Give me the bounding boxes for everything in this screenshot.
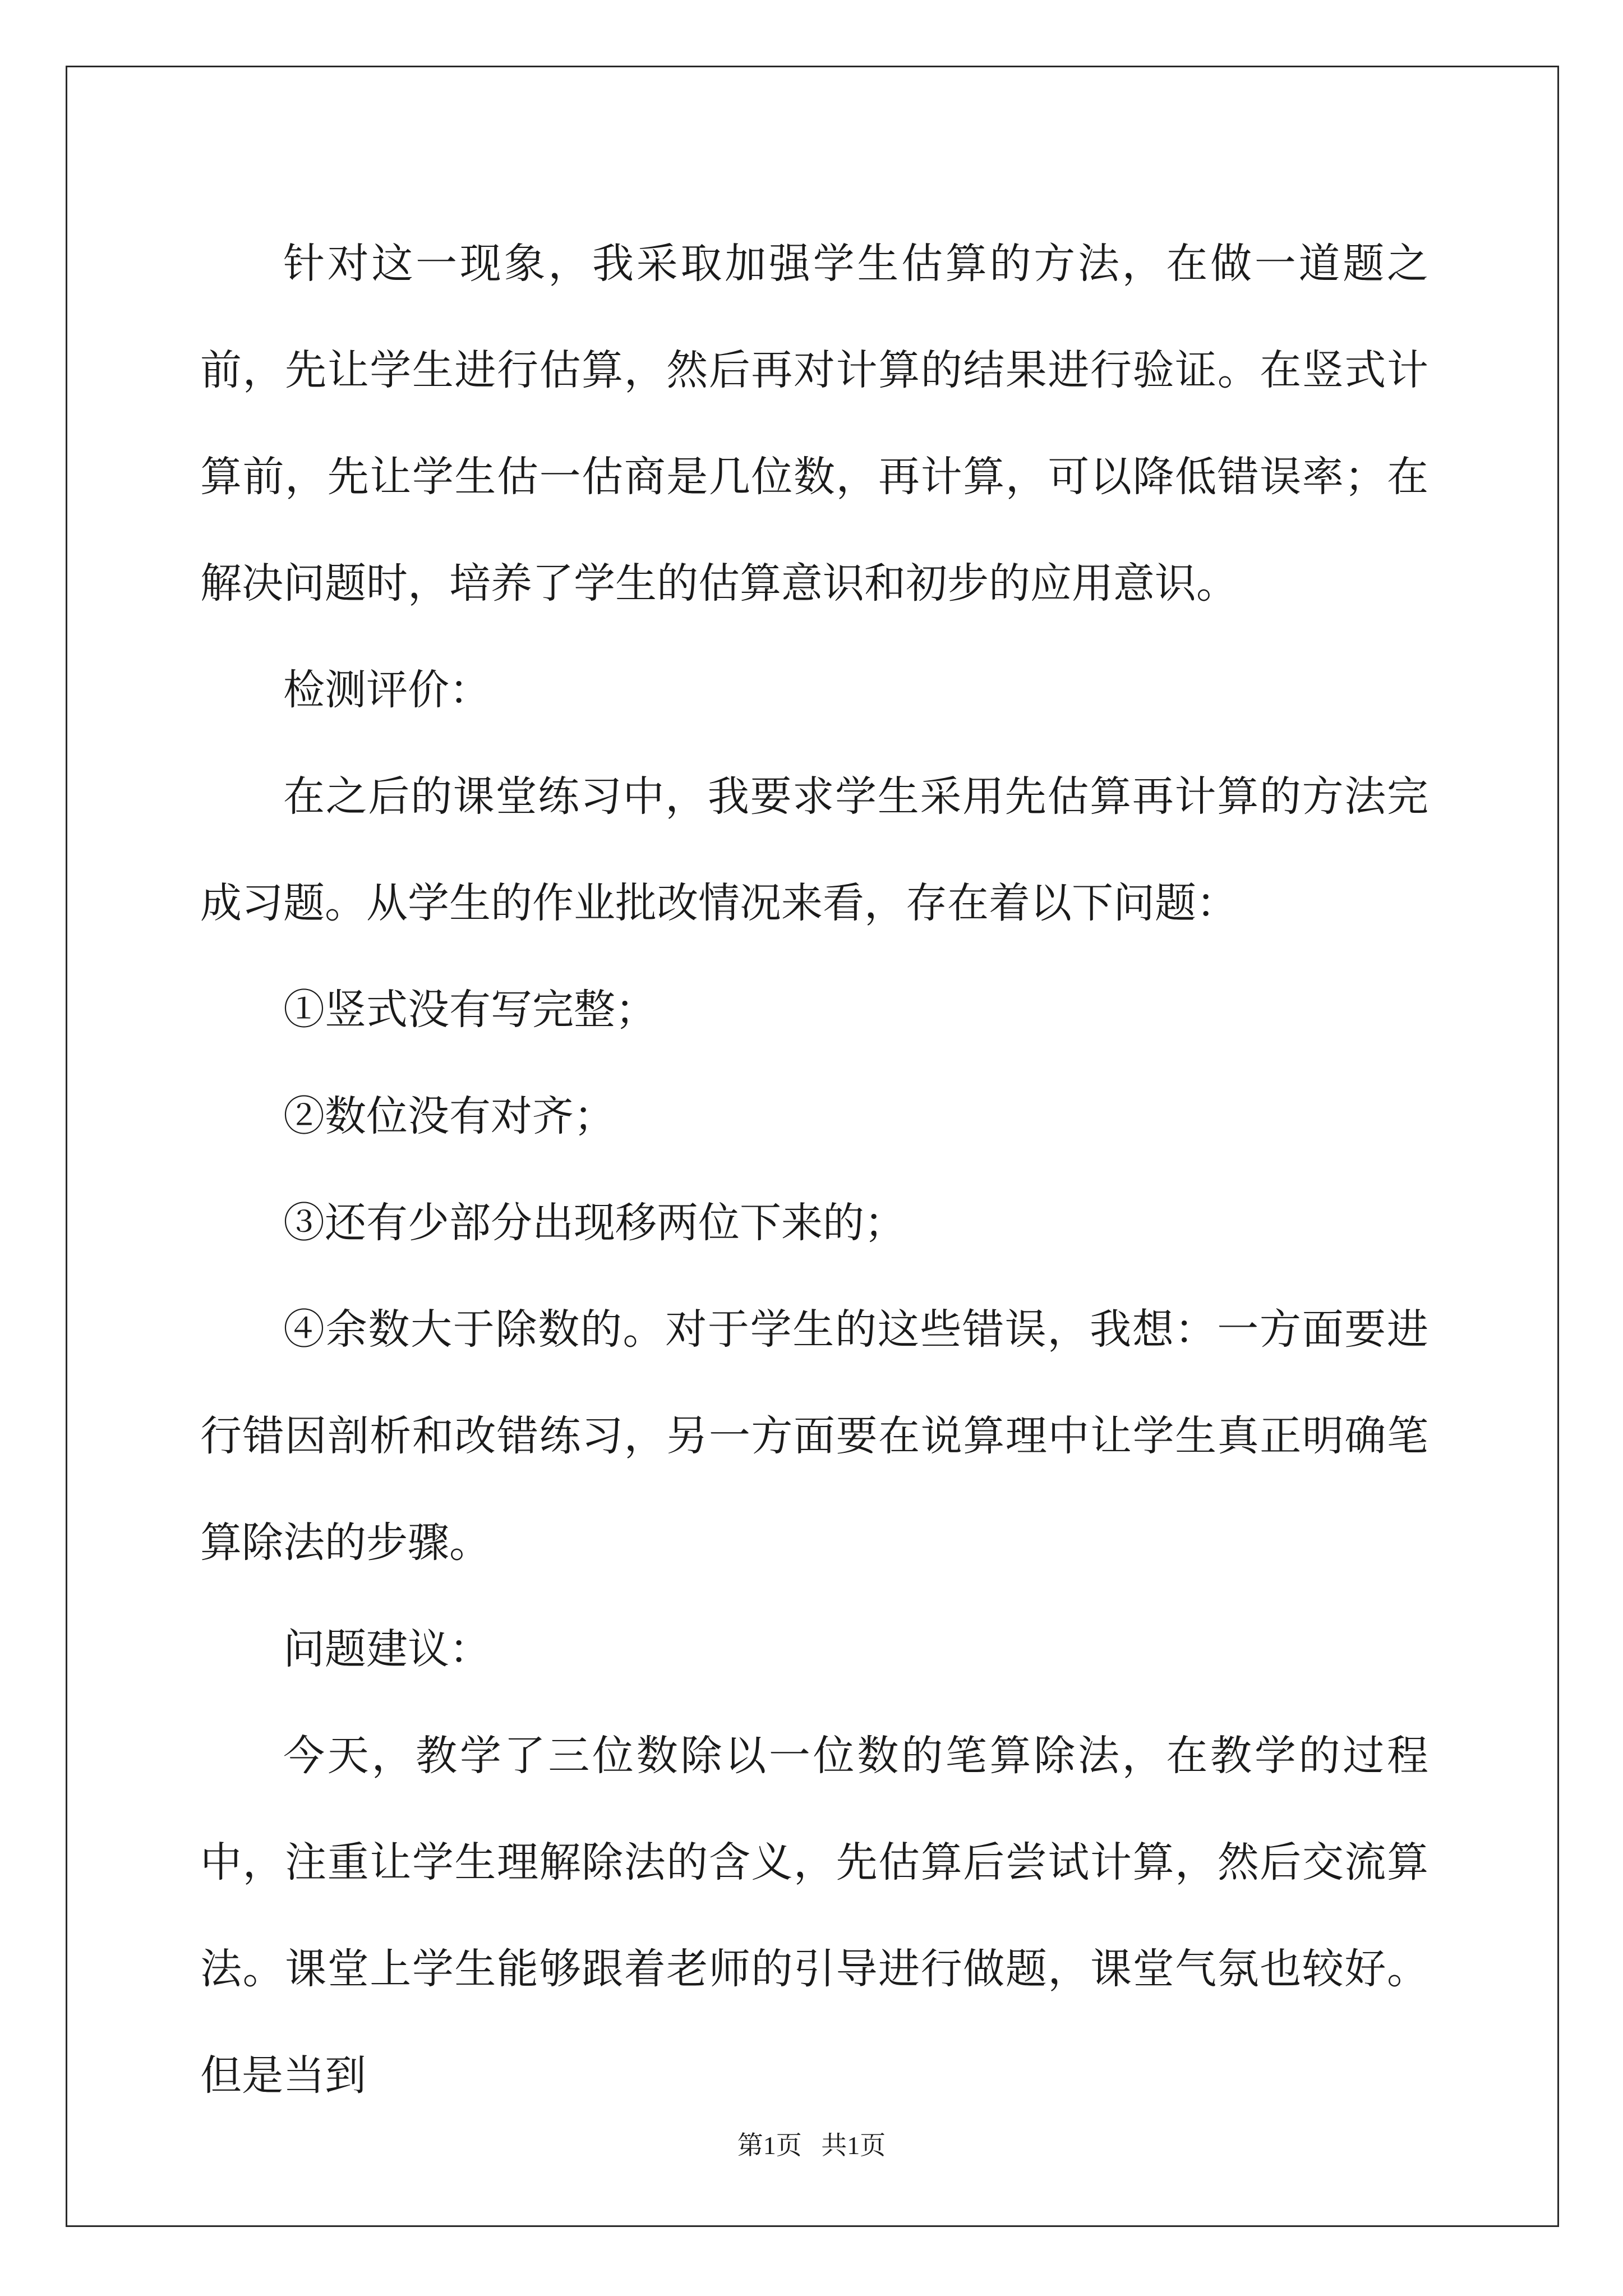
paragraph-6: ③还有少部分出现移两位下来的； [283, 1199, 906, 1247]
page-number: 第1页 [737, 2131, 802, 2160]
paragraph-2: 检测评价： [283, 666, 491, 714]
paragraph-3: 在之后的课堂练习中，我要求学生采用先估算再计算的方法完成习题。从学生的作业批改情况来看，存在着以下问题： [200, 772, 1428, 927]
page-footer [0, 2129, 1623, 2162]
paragraph-8: 问题建议： [283, 1625, 491, 1673]
paragraph-5: ②数位没有对齐； [283, 1092, 615, 1140]
paragraph-7: ④余数大于除数的。对于学生的这些错误，我想：一方面要进行错因剖析和改错练习，另一方面要在说算理中让学生真正明确笔算除法的步骤。 [200, 1305, 1428, 1567]
paragraph-4: ①竖式没有写完整； [283, 986, 657, 1034]
paragraph-9: 今天，教学了三位数除以一位数的笔算除法，在教学的过程中，注重让学生理解除法的含义，先估算后尝试计算，然后交流算法。课堂上学生能够跟着老师的引导进行做题，课堂气氛也较好。但是当到 [200, 1732, 1428, 2100]
page-total: 共1页 [821, 2131, 886, 2160]
document-body [200, 210, 1428, 2129]
paragraph-1: 针对这一现象，我采取加强学生估算的方法，在做一道题之前，先让学生进行估算，然后再对计算的结果进行验证。在竖式计算前，先让学生估一估商是几位数，再计算，可以降低错误率；在解决问题时，培养了学生的估算意识和初步的应用意识。 [200, 240, 1428, 608]
